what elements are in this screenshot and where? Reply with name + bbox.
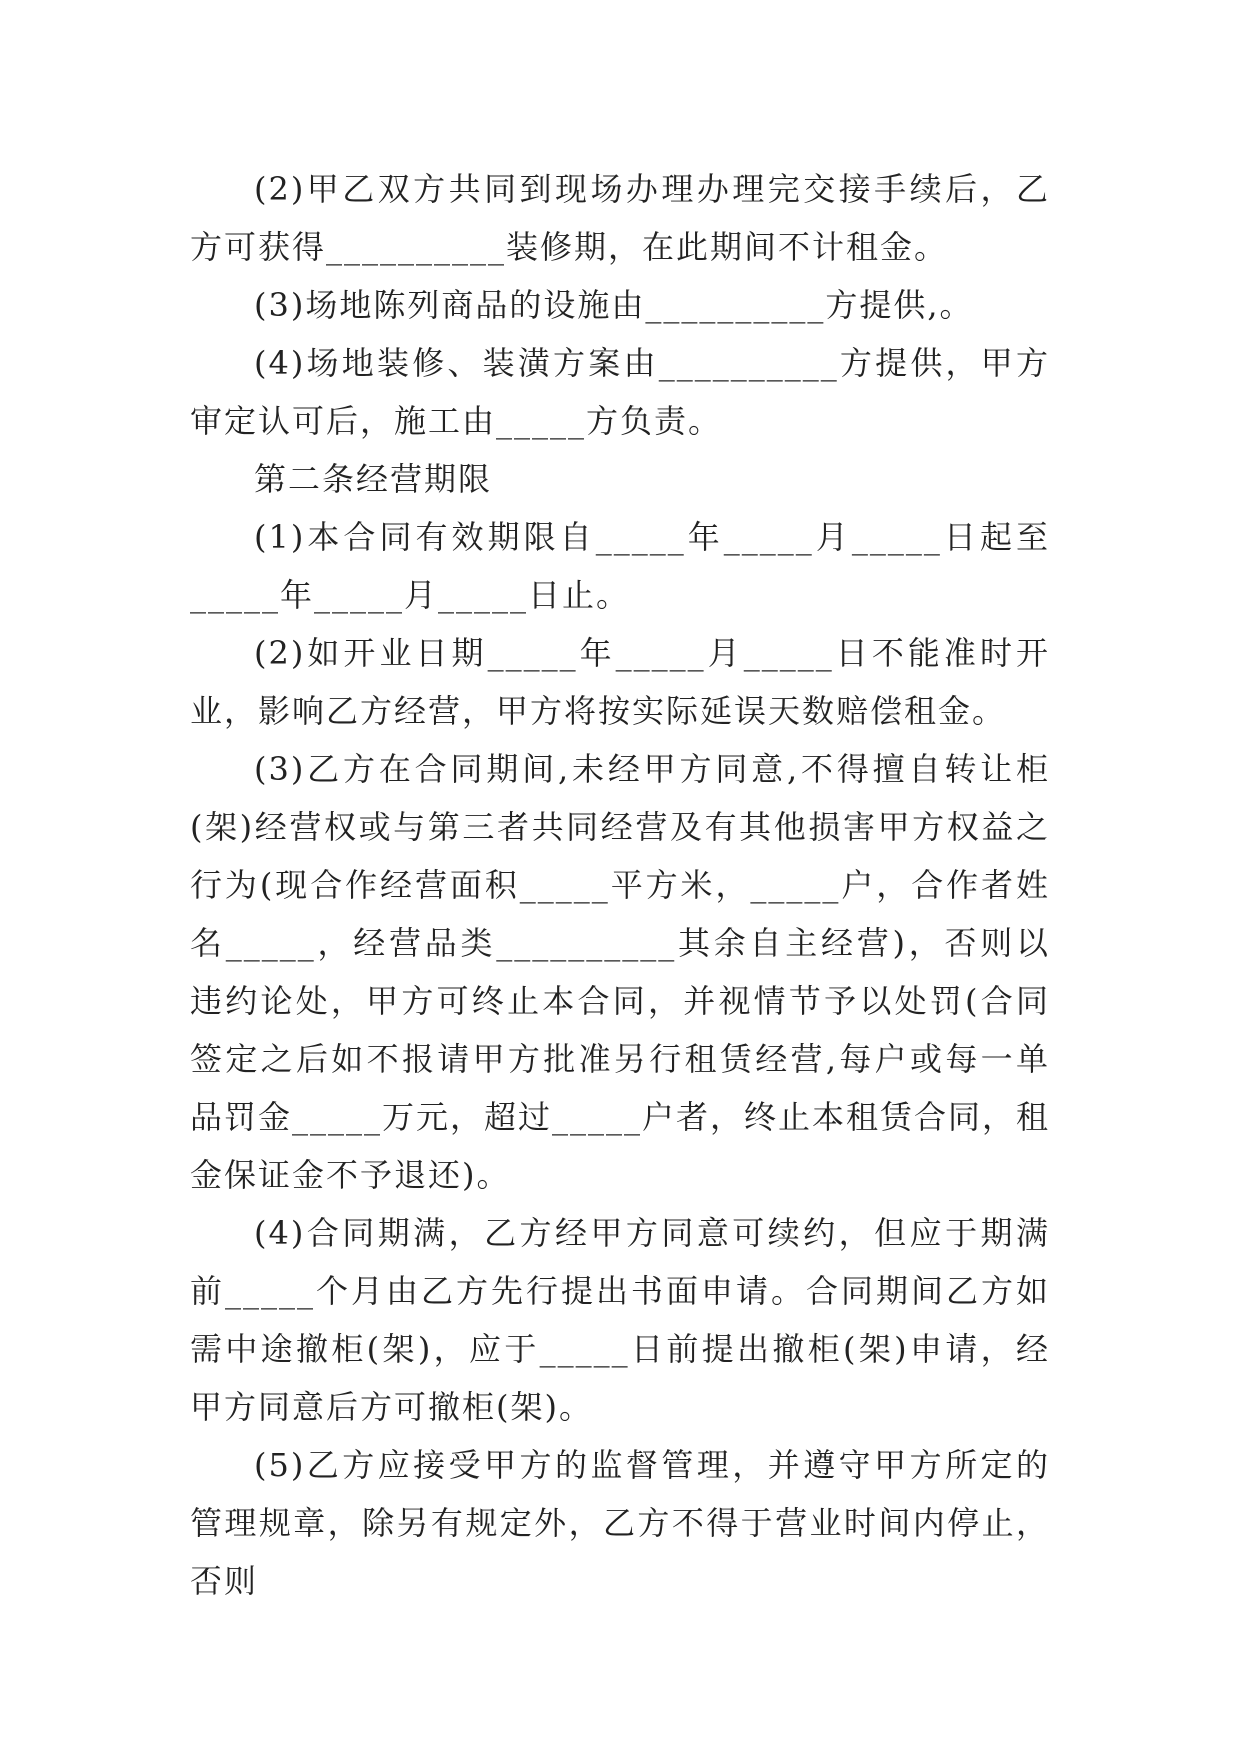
clause-paragraph: (1)本合同有效期限自_____年_____月_____日起至_____年_____月_____日止。 <box>190 518 1050 614</box>
document-body <box>190 160 1050 1610</box>
clause-paragraph: (4)合同期满，乙方经甲方同意可续约，但应于期满前_____个月由乙方先行提出书面申请。合同期间乙方如需中途撤柜(架)，应于_____日前提出撤柜(架)申请，经甲方同意后方可撤柜(架)。 <box>190 1214 1050 1426</box>
clause-paragraph: (3)乙方在合同期间,未经甲方同意,不得擅自转让柜(架)经营权或与第三者共同经营及有其他损害甲方权益之行为(现合作经营面积_____平方米，_____户，合作者姓名_____，经营品类__________其余自主经营)，否则以违约论处，甲方可终止本合同，并视情节予以处罚(合同签定之后如不报请甲方批准另行租赁经营,每户或每一单品罚金_____万元，超过_____户者，终止本租赁合同，租金保证金不予退还)。 <box>190 750 1051 1194</box>
clause-paragraph: (2)如开业日期_____年_____月_____日不能准时开业，影响乙方经营，甲方将按实际延误天数赔偿租金。 <box>190 634 1050 730</box>
clause-paragraph: (5)乙方应接受甲方的监督管理，并遵守甲方所定的管理规章，除另有规定外，乙方不得于营业时间内停止，否则 <box>190 1446 1050 1600</box>
clause-paragraph: (2)甲乙双方共同到现场办理办理完交接手续后，乙方可获得__________装修期，在此期间不计租金。 <box>190 170 1050 266</box>
clause-paragraph: (3)场地陈列商品的设施由__________方提供,。 <box>254 286 974 324</box>
section-heading: 第二条经营期限 <box>254 460 493 498</box>
clause-paragraph: (4)场地装修、装潢方案由__________方提供，甲方审定认可后，施工由_____方负责。 <box>190 344 1050 440</box>
